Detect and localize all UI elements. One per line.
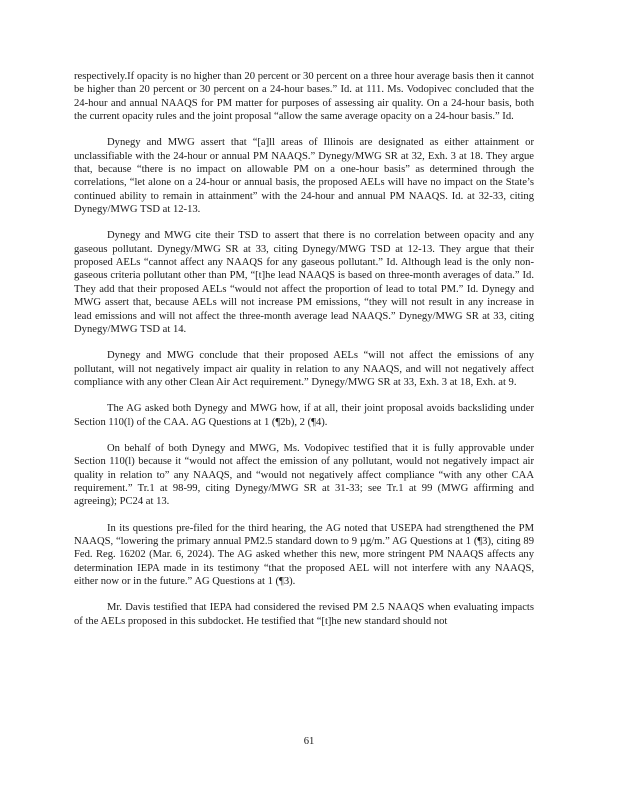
document-body: [74, 70, 534, 641]
paragraph-6: On behalf of both Dynegy and MWG, Ms. Vodopivec testified that it is fully approvable under Section 110(l) because it “would not affect the emission of any pollutant, would not negatively impact air quality in relation to” any NAAQS, and “would not negatively affect compliance “with any other CAA requirement.” Tr.1 at 98-99, citing Dynegy/MWG SR at 31-33; see Tr.1 at 99 (MWG affirming and agreeing); PC24 at 13.: [74, 442, 534, 508]
paragraph-2: Dynegy and MWG assert that “[a]ll areas of Illinois are designated as either attainment or unclassifiable with the 24-hour or annual PM NAAQS.” Dynegy/MWG SR at 32, Exh. 3 at 18. They argue that, because “there is no impact on allowable PM on a one-hour basis” as determined through the correlations, “let alone on a 24-hour or annual basis, the proposed AELs will have no impact on the State’s continued ability to remain in attainment” with the 24-hour and annual PM NAAQS. Id. at 32-33, citing Dynegy/MWG TSD at 12-13.: [74, 137, 534, 216]
paragraph-1: respectively.If opacity is no higher than 20 percent or 30 percent on a three hour average basis then it cannot be higher than 20 percent or 30 percent on a 24-hour bases.” Id. at 111. Ms. Vodopivec concluded that the 24-hour and annual NAAQS for PM matter for purposes of assessing air quality. On a 24-hour basis, both the current opacity rules and the joint proposal “allow the same average opacity on a 24-hour basis.” Id.: [74, 71, 534, 123]
paragraph-7: In its questions pre-filed for the third hearing, the AG noted that USEPA had strengthened the PM NAAQS, “lowering the primary annual PM2.5 standard down to 9 µg/m.” AG Questions at 1 (¶3), citing 89 Fed. Reg. 16202 (Mar. 6, 2024). The AG asked whether this new, more stringent PM NAAQS affects any determination IEPA made in its testimony “that the proposed AEL will not interfere with any NAAQS, either now or in the future.” AG Questions at 1 (¶3).: [74, 522, 534, 587]
paragraph-4: Dynegy and MWG conclude that their proposed AELs “will not affect the emissions of any pollutant, will not negatively impact air quality in relation to any NAAQS, and will not negatively affect compliance with any other Clean Air Act requirement.” Dynegy/MWG SR at 33, Exh. 3 at 18, Exh. at 9.: [74, 350, 534, 388]
paragraph-3: Dynegy and MWG cite their TSD to assert that there is no correlation between opacity and any gaseous pollutant. Dynegy/MWG SR at 33, citing Dynegy/MWG TSD at 12-13. They argue that their proposed AELs “cannot affect any NAAQS for any gaseous pollutant.” Id. Although lead is the only non-gaseous criteria pollutant other than PM, “[t]he lead NAAQS is based on three-month averages of data.” Id. They add that their proposed AELs “would not affect the proportion of lead to total PM.” Id. Dynegy and MWG assert that, because AELs will not increase PM emissions, “they will not result in any increase in lead emissions and will not affect the three-month average lead NAAQS.” Dynegy/MWG SR at 33, citing Dynegy/MWG TSD at 14.: [74, 230, 534, 335]
page-number: 61: [303, 736, 315, 747]
paragraph-5: The AG asked both Dynegy and MWG how, if at all, their joint proposal avoids backsliding under Section 110(l) of the CAA. AG Questions at 1 (¶2b), 2 (¶4).: [74, 403, 534, 428]
paragraph-8: Mr. Davis testified that IEPA had considered the revised PM 2.5 NAAQS when evaluating impacts of the AELs proposed in this subdocket. He testified that “[t]he new standard should not: [74, 602, 534, 627]
